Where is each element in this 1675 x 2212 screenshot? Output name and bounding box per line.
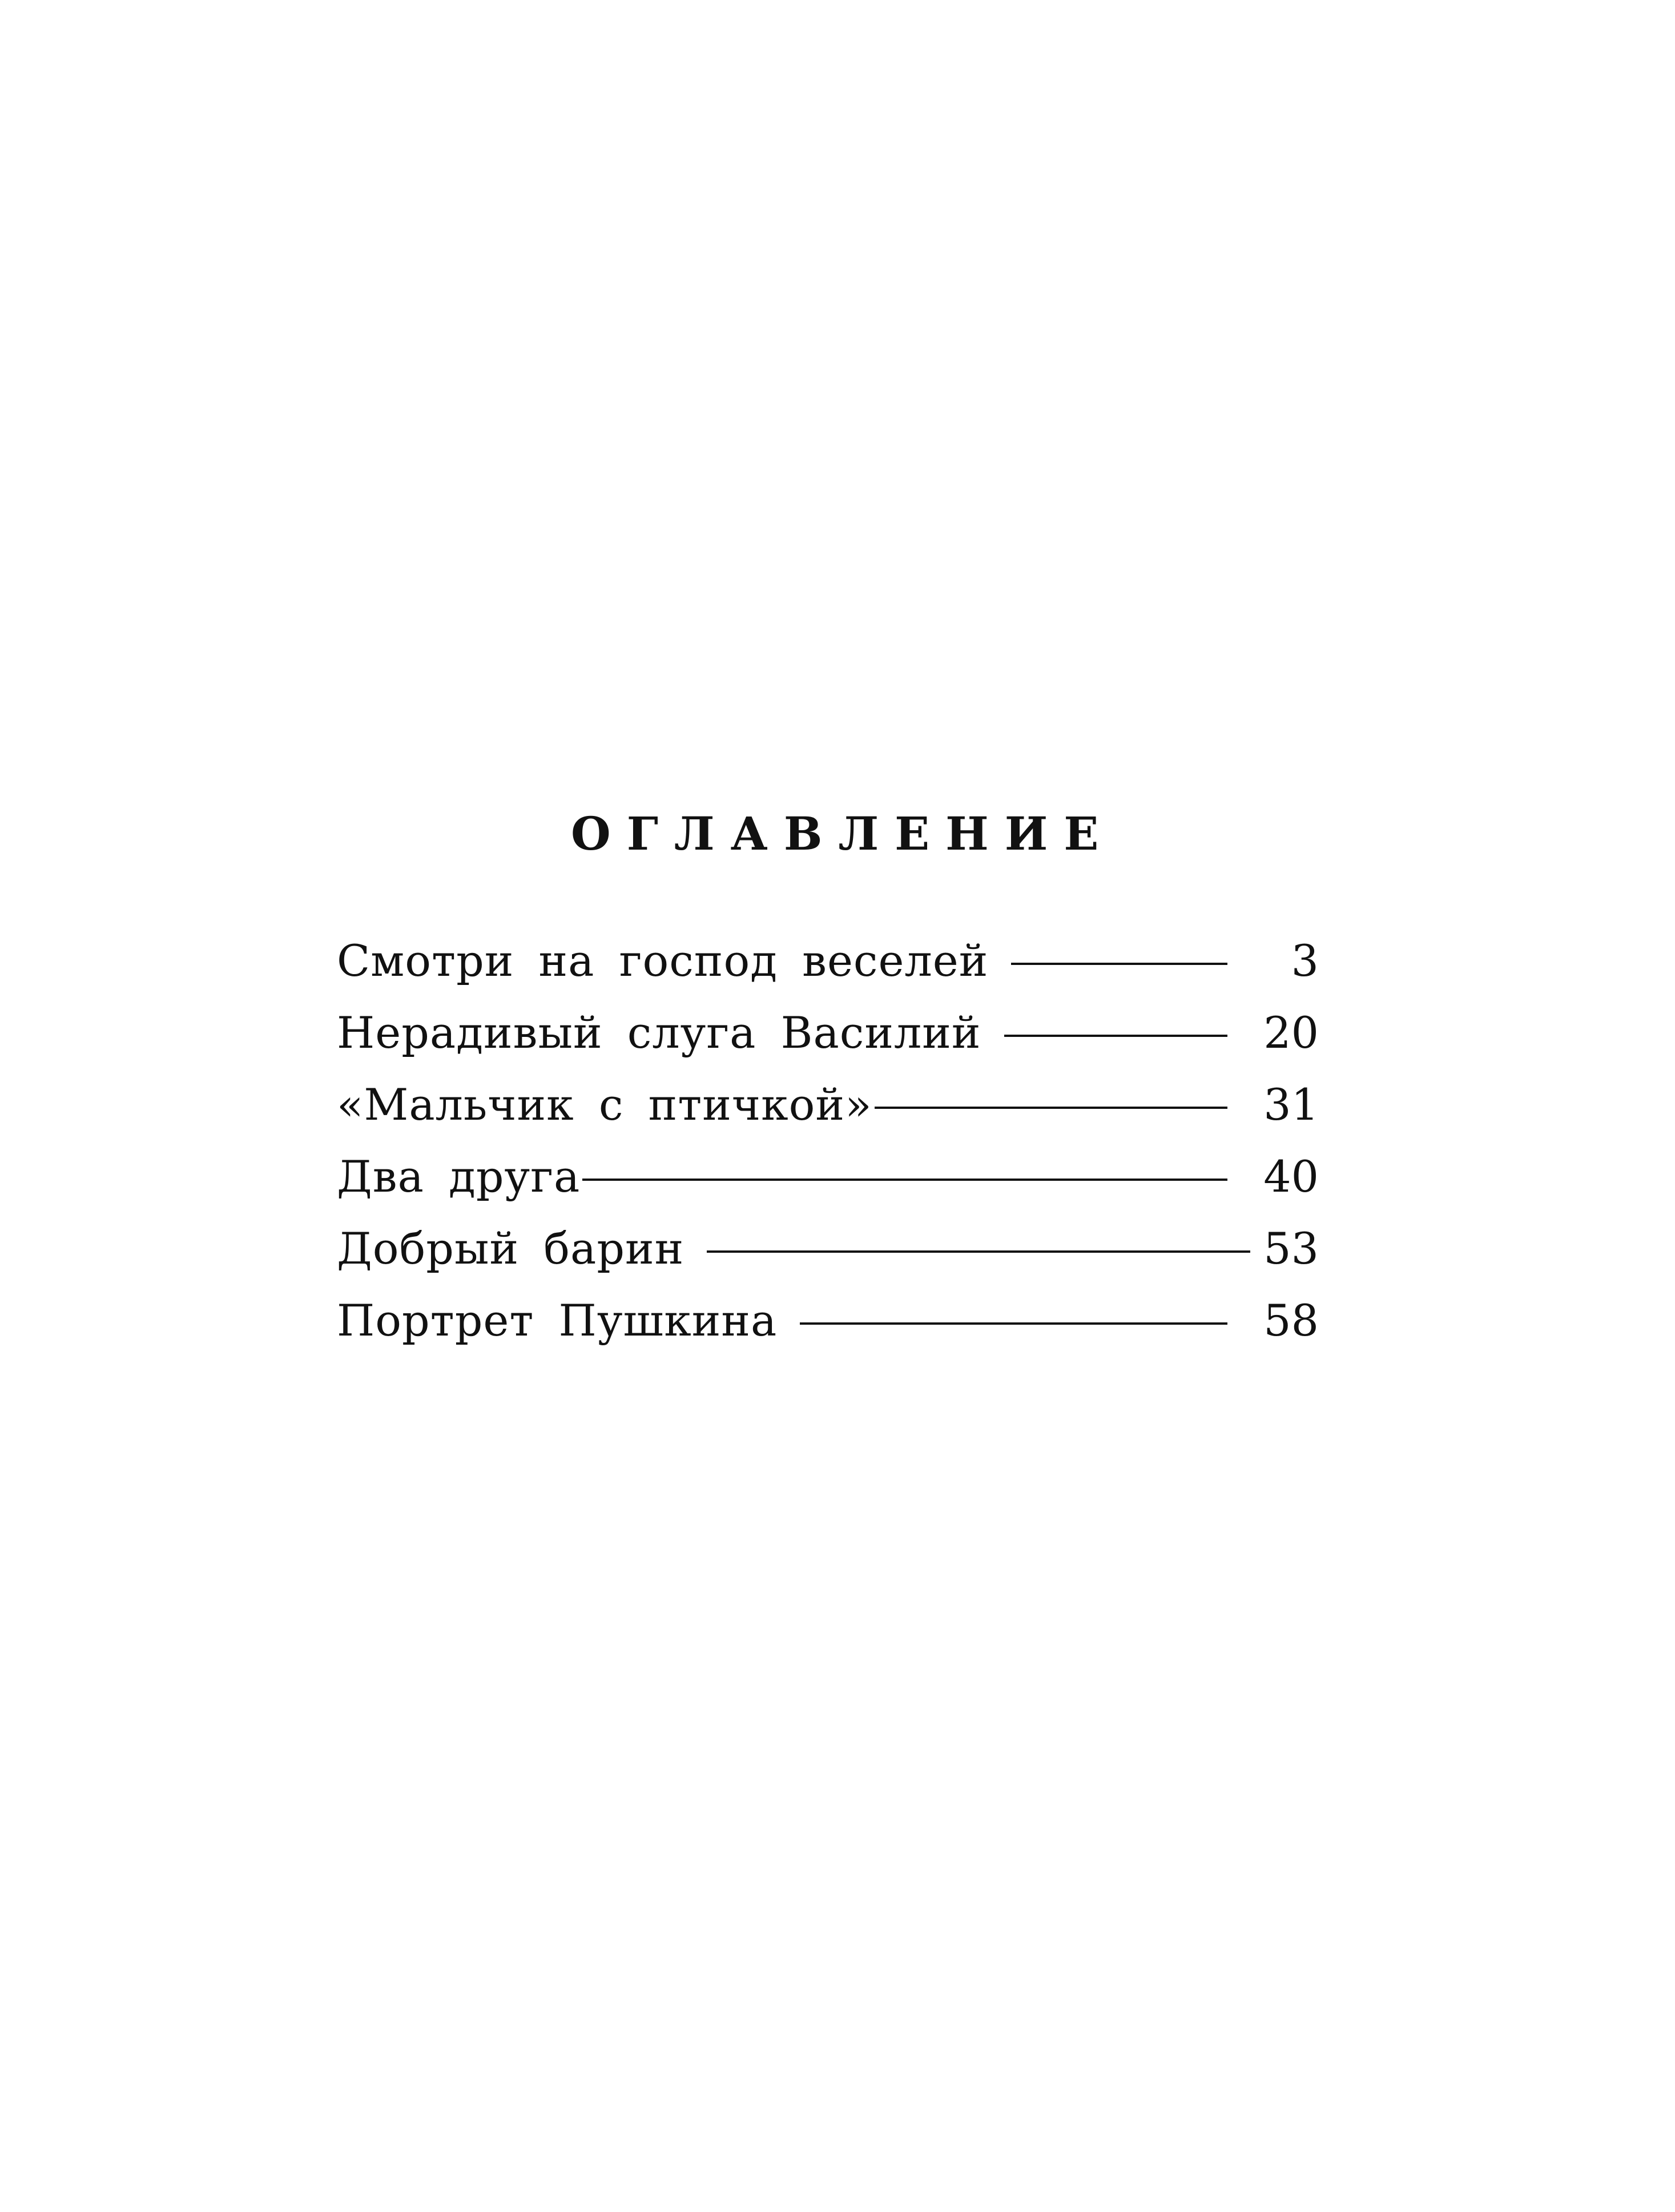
toc-entry-title: Портрет Пушкина: [337, 1295, 778, 1346]
toc-entry-page: 3: [1291, 935, 1319, 986]
toc-entry: [337, 925, 1319, 997]
toc-entry-title: Добрый барин: [337, 1223, 685, 1274]
table-of-contents: [337, 925, 1319, 1357]
toc-entry: [337, 1213, 1319, 1285]
toc-entry-title: Смотри на господ веселей: [337, 935, 989, 986]
toc-entry-title: «Мальчик с птичкой»: [337, 1079, 872, 1130]
toc-entry: [337, 1141, 1319, 1213]
toc-entry-page: 40: [1263, 1151, 1319, 1202]
leader-line: [800, 1322, 1227, 1325]
page-title: ОГЛАВЛЕНИЕ: [571, 807, 1115, 860]
toc-entry-title: Нерадивый слуга Василий: [337, 1007, 981, 1058]
toc-entry-page: 58: [1263, 1295, 1319, 1346]
toc-entry-title: Два друга: [337, 1151, 581, 1202]
toc-entry-page: 31: [1263, 1079, 1319, 1130]
toc-entry-page: 20: [1263, 1007, 1319, 1058]
toc-entry: [337, 1069, 1319, 1141]
leader-line: [1004, 1035, 1227, 1037]
toc-entry-page: 53: [1263, 1223, 1319, 1274]
leader-line: [707, 1250, 1250, 1253]
leader-line: [875, 1107, 1227, 1109]
toc-entry: [337, 997, 1319, 1069]
leader-line: [582, 1179, 1227, 1181]
toc-entry: [337, 1285, 1319, 1357]
leader-line: [1011, 963, 1227, 965]
